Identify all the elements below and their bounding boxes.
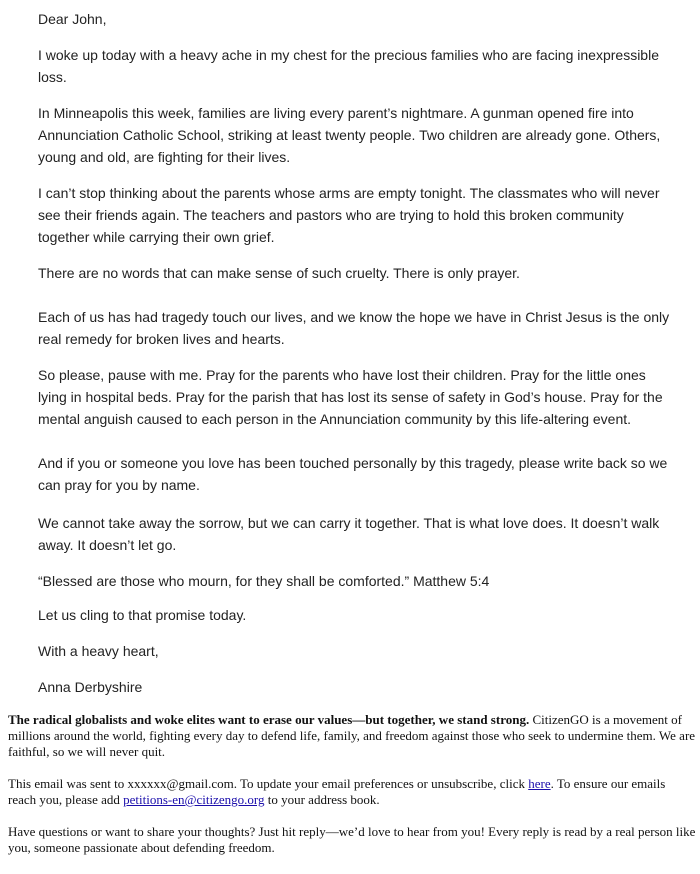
signature: Anna Derbyshire <box>38 679 143 695</box>
paragraph-4: There are no words that can make sense of such cruelty. There is only prayer. <box>38 265 520 281</box>
closing: With a heavy heart, <box>38 643 159 659</box>
unsubscribe-link[interactable]: here <box>528 776 551 791</box>
paragraph-3: I can’t stop thinking about the parents whose arms are empty tonight. The classmates who will never see their friends again. The teachers and pastors who are trying to hold this broken community together while carrying their own grief. <box>38 185 660 245</box>
paragraph-10: Let us cling to that promise today. <box>38 607 247 623</box>
greeting: Dear John, <box>38 11 107 27</box>
mission-bold: The radical globalists and woke elites want to erase our values—but together, we stand strong. <box>8 712 530 727</box>
scripture-quote: “Blessed are those who mourn, for they shall be comforted.” Matthew 5:4 <box>38 573 490 589</box>
questions-note: Have questions or want to share your thoughts? Just hit reply—we’d love to hear from you! Every reply is read by a real person like you, someone passionate about defending freedom. <box>8 824 696 855</box>
sent-notice <box>8 776 696 808</box>
paragraph-2: In Minneapolis this week, families are living every parent’s nightmare. A gunman opened fire into Annunciation Catholic School, striking at least twenty people. Two children are already gone. Others, young and old, are fighting for their lives. <box>38 105 661 165</box>
sent-prefix: This email was sent to xxxxxx@gmail.com. To update your email preferences or unsubscribe, click <box>8 776 529 791</box>
mission-text: CitizenGO is a movement of millions around the world, fighting every day to defend life, family, and freedom against those who seek to undermine them. We are faithful, so we will never quit. <box>8 712 696 759</box>
paragraph-1: I woke up today with a heavy ache in my chest for the precious families who are facing inexpressible loss. <box>38 47 659 85</box>
sent-suffix: to your address book. <box>264 792 380 807</box>
paragraph-7: And if you or someone you love has been touched personally by this tragedy, please write back so we can pray for you by name. <box>38 455 668 493</box>
email-footer <box>8 712 696 872</box>
paragraph-5: Each of us has had tragedy touch our lives, and we know the hope we have in Christ Jesus is the only real remedy for broken lives and hearts. <box>38 309 670 347</box>
paragraph-6: So please, pause with me. Pray for the parents who have lost their children. Pray for the little ones lying in hospital beds. Pray for the parish that has lost its sense of safety in God’s house. Pray for the mental anguish caused to each person in the Annunciation community by this life-altering event. <box>38 367 663 427</box>
mission-statement <box>8 712 696 760</box>
paragraph-8: We cannot take away the sorrow, but we can carry it together. That is what love does. It doesn’t walk away. It doesn’t let go. <box>38 515 660 553</box>
address-book-link[interactable]: petitions-en@citizengo.org <box>123 792 265 807</box>
sent-middle: . To ensure our emails reach you, please add <box>8 776 666 807</box>
